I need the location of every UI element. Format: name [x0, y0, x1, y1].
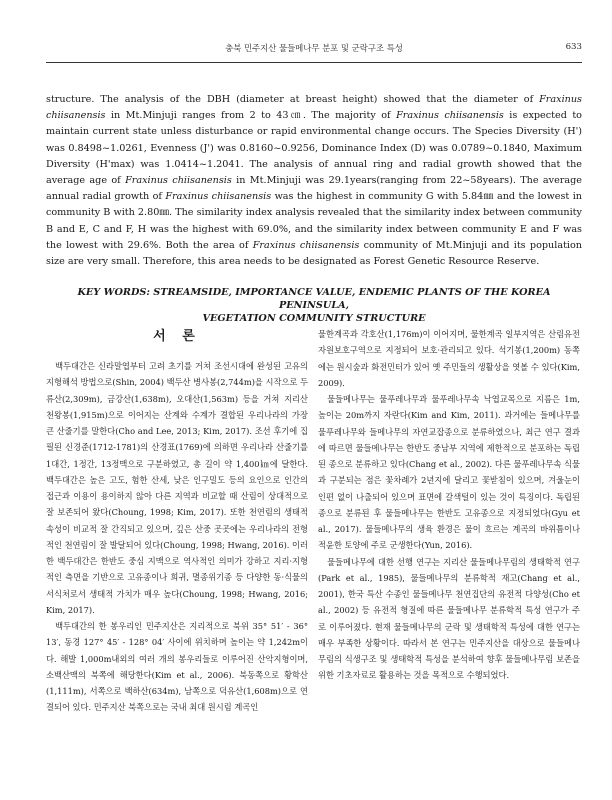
abstract-paragraph	[46, 92, 582, 270]
abstract-text: is expected to maintain current state unless disturbance or rapid environmental change occurs. The Species Diversity (H') was 0.8498~1.0261, Evenness (J') was 0.8160~0.9256, Dominance Index (D) was 0.0789~0.1840, Maximum Diversity (H'max) was 1.0414~1.2041. The analysis of annual ring and radial growth showed that the average age of	[46, 110, 582, 187]
keywords-line-2: VEGETATION COMMUNITY STRUCTURE	[202, 313, 426, 324]
right-column	[318, 326, 580, 684]
abstract-text: structure. The analysis of the DBH (diameter at breast height) showed that the diameter of	[46, 94, 540, 105]
body-paragraph: 물한계곡과 각호산(1,176m)이 이어지며, 물한계곡 일부지역은 산림유전자원보호구역으로 지정되어 보호·관리되고 있다. 석기봉(1,200m) 동쪽에는 원시숲과 화전민터가 있어 옛 주민들의 생활상을 엿볼 수 있다(Kim, 2009).	[318, 329, 580, 388]
page-number: 633	[565, 42, 582, 52]
keywords	[46, 286, 582, 325]
species-name: Fraxinus chiisanensis	[396, 110, 504, 122]
body-paragraph: 물들메나무에 대한 선행 연구는 지리산 물들메나무림의 생태학적 연구(Park et al., 1985), 물들메나무의 분류학적 재고(Chang et al., 2001), 한국 특산 수종인 물들메나무 천연집단의 유전적 다양성(Cho et al., 2002) 등 유전적 형질에 따른 물들메나무 분류학적 특성 연구가 주로 이루어졌다. 현재 물들메나무의 군락 및 생태학적 특성에 대한 연구는 매우 부족한 상황이다. 따라서 본 연구는 민주지산을 대상으로 물들메나무림의 식생구조 및 생태학적 특성을 분석하여 향후 물들메나무림 보존을 위한 기초자료로 활용하는 것을 목적으로 수행되었다.	[318, 556, 580, 681]
abstract-continuation	[46, 92, 582, 270]
abstract-text: in Mt.Minjuji ranges from 2 to 43㎝. The majority of	[105, 110, 397, 122]
species-name: Fraxinus chiisanensis	[252, 239, 360, 251]
species-name: Fraxinus chiisanensis	[165, 191, 272, 203]
running-title: 충북 민주지산 물들메나무 분포 및 군락구조 특성	[225, 43, 403, 53]
body-paragraph: 물들메나무는 물푸레나무과 물푸레나무속 낙엽교목으로 지름은 1m, 높이는 20m까지 자란다(Kim and Kim, 2011). 과거에는 들메나무를 물푸레나무와 들메나무의 자연교잡종으로 분류하였으나, 최근 연구 결과에 따르면 물들메나무는 한반도 중남부 지역에 제한적으로 분포하는 독립된 종으로 분류하고 있다(Chang et al., 2002). 다른 물푸레나무속 식물과 구분되는 점은 꽃차례가 2년지에 달리고 꽃받침이 있으며, 겨울눈이 인편 없이 나출되어 있으며 표면에 갈색털이 있는 것이 특징이다. 독립된 종으로 분류된 후 물들메나무는 한반도 고유종으로 지정되었다(Gyu et al., 2017). 물들메나무의 생육 환경은 물이 흐르는 계곡의 바위틈이나 적윤한 토양에 주로 군생한다(Yun, 2016).	[318, 394, 580, 551]
section-title-introduction: 서 론	[153, 329, 201, 344]
species-name: Fraxinus chiisanensis	[46, 94, 582, 122]
left-column	[46, 326, 308, 716]
abstract-text: in Mt.Minjuji was 29.1years(ranging from 22~58years). The average annual radial growth of	[46, 175, 582, 203]
keywords-line-1: KEY WORDS: STREAMSIDE, IMPORTANCE VALUE, ENDEMIC PLANTS OF THE KOREA PENINSULA,	[77, 287, 551, 311]
running-header	[46, 42, 582, 58]
abstract-text: was the highest in community G with 5.84㎜ and the lowest in community B with 2.80㎜. The similarity index analysis revealed that the similarity index between community B and E, C and F, H was the highest with 69.0%, and the similarity index between community E and F was the lowest with 29.6%. Both the area of	[46, 191, 582, 251]
body-paragraph: 백두대간의 한 봉우리인 민주지산은 지리적으로 북위 35° 51′ - 36° 13′, 동경 127° 45′ - 128° 04′ 사이에 위치하며 높이는 약 1,242m이다. 해발 1,000m내외의 여러 개의 봉우리들로 이루어진 산악지형이며, 소백산맥의 북쪽에 해당한다(Kim et al., 2006). 북동쪽으로 황학산(1,111m), 서쪽으로 백하산(634m), 남쪽으로 덕유산(1,608m)으로 연결되어 있다. 민주지산 북쪽으로는 국내 최대 원시림 계곡인	[46, 621, 308, 713]
header-rule	[46, 62, 582, 63]
body-paragraph: 백두대간은 신라말엽부터 고려 초기를 거쳐 조선시대에 완성된 고유의 지형해석 방법으로(Shin, 2004) 백두산 병사봉(2,744m)을 시작으로 두류산(2,309m), 금강산(1,638m), 오대산(1,563m) 등을 거쳐 지리산 천왕봉(1,915m)으로 이어지는 산계와 수계가 결합된 우리나라의 가장 큰 산줄기를 말한다(Cho and Lee, 2013; Kim, 2017). 조선 후기에 집필된 신경준(1712-1781)의 산경표(1769)에 의하면 우리나라 산줄기를 1대간, 1정간, 13정맥으로 구분하였고, 총 길이 약 1,400㎞에 달한다. 백두대간은 높은 고도, 험한 산세, 낮은 인구밀도 등의 요인으로 인간의 접근과 이용이 용이하지 않아 다른 지역과 비교할 때 산림이 상대적으로 잘 보존되어 왔다(Choung, 1998; Kim, 2017). 또한 천연림의 생태적 속성이 비교적 잘 간직되고 있으며, 깊은 산중 곳곳에는 우리나라의 전형적인 천연림이 잘 발달되어 있다(Choung, 1998; Hwang, 2016). 이러한 백두대간은 한반도 중심 지맥으로 역사적인 의미가 강하고 지리·지형적인 측면을 기반으로 고유종이나 희귀, 멸종위기종 등 다양한 동·식물의 서식처로서 생태적 가치가 매우 높다(Choung, 1998; Hwang, 2016; Kim, 2017).	[46, 361, 308, 615]
abstract-text: community of Mt.Minjuji and its population size are very small. Therefore, this area needs to be designated as Forest Genetic Resource Reserve.	[46, 239, 583, 268]
species-name: Fraxinus chiisanensis	[125, 175, 232, 187]
